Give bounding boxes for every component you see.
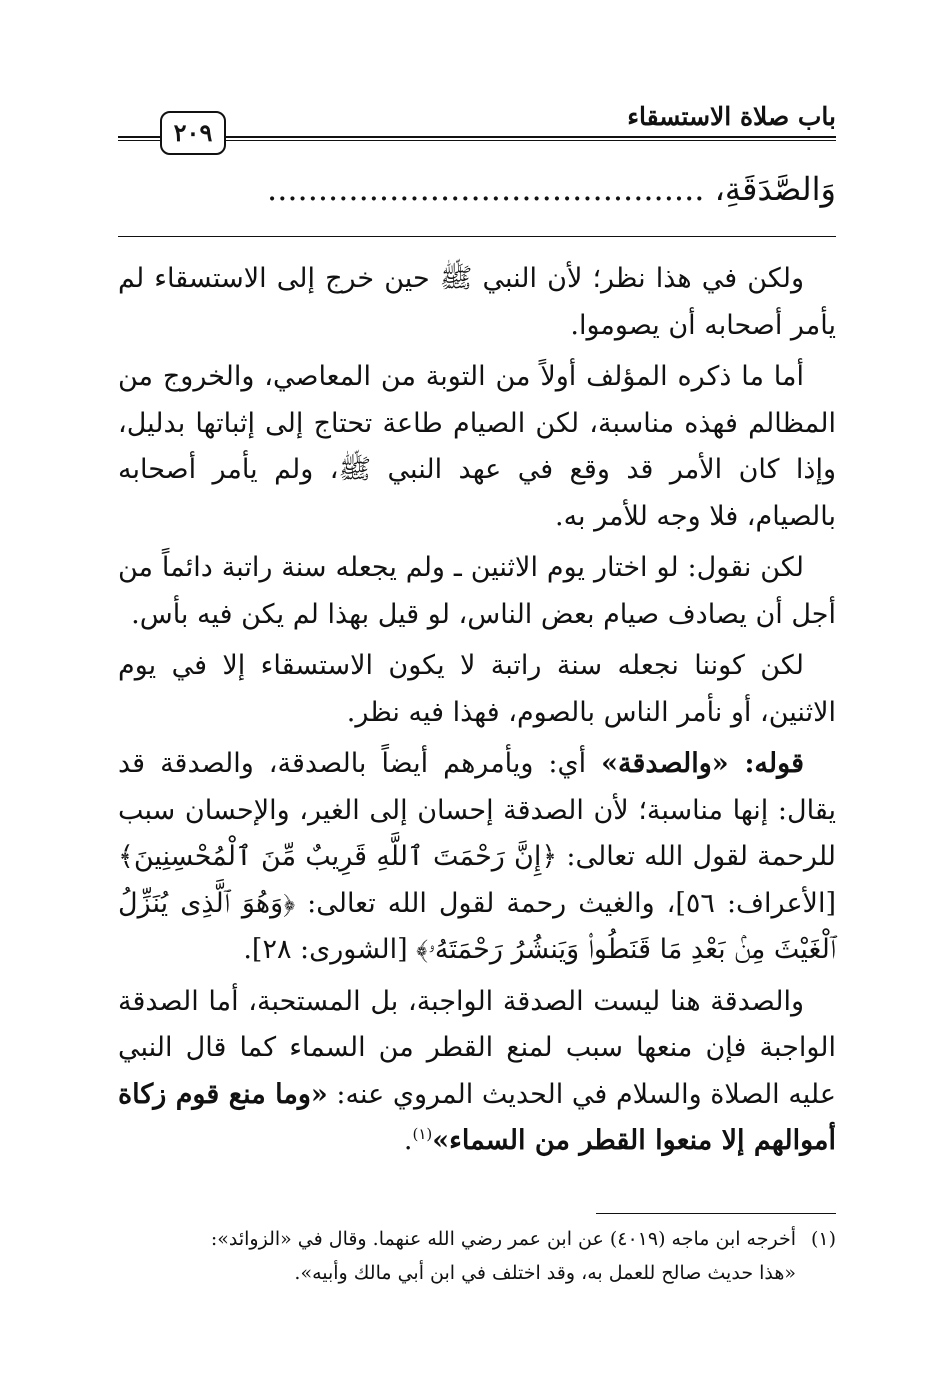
paragraph (118, 354, 836, 540)
commentary-body (118, 256, 836, 1170)
page-number: ٢٠٩ (160, 111, 226, 155)
footnote-marker: (١) (810, 1228, 836, 1250)
header-rule-left (118, 136, 160, 141)
footnote-text-1: أخرجه ابن ماجه (٤٠١٩) عن ابن عمر رضي الله عنهما. وقال في «الزوائد»: (210, 1228, 796, 1250)
text-segment: أي: ويأمرهم أيضاً بالصدقة، والصدقة قد يقال: إنها مناسبة؛ لأن الصدقة إحسان إلى الغير، والإحسان سبب للرحمة لقول الله تعالى: ﴿إِنَّ رَحْمَتَ ٱللَّهِ قَرِيبٌ مِّنَ ٱلْمُحْسِنِينَ﴾ [الأعراف: ٥٦]، والغيث رحمة لقول الله تعالى: ﴿وَهُوَ ٱلَّذِى يُنَزِّلُ ٱلْغَيْثَ مِنۢ بَعْدِ مَا قَنَطُوا۟ وَيَنشُرُ رَحْمَتَهُۥ﴾ [الشورى: ٢٨]. (118, 748, 836, 965)
text-segment: لكن كوننا نجعله سنة راتبة لا يكون الاستسقاء إلا في يوم الاثنين، أو نأمر الناس بالصوم، فهذا فيه نظر. (118, 650, 836, 728)
matn-line (116, 170, 836, 208)
bold-segment: قوله: «والصدقة» (601, 748, 804, 779)
sentence-end: . (403, 1125, 413, 1156)
text-segment: ولكن في هذا نظر؛ لأن النبي ﷺ حين خرج إلى الاستسقاء لم يأمر أصحابه أن يصوموا. (118, 263, 836, 341)
bold-segment: «وما منع قوم زكاة أموالهم إلا منعوا القطر من السماء» (118, 1078, 836, 1156)
footnote-reference[interactable]: (١) (412, 1125, 433, 1143)
paragraph (118, 741, 836, 974)
footnote-text-2: «هذا حديث صالح للعمل به، وقد اختلف في ابن أبي مالك وأبيه». (294, 1262, 796, 1284)
chapter-title: باب صلاة الاستسقاء (627, 102, 836, 131)
paragraph (118, 643, 836, 736)
text-segment: لكن نقول: لو اختار يوم الاثنين ـ ولم يجعله سنة راتبة دائماً من أجل أن يصادف صيام بعض الناس، لو قيل بهذا لم يكن فيه بأس. (118, 552, 836, 630)
text-segment: أما ما ذكره المؤلف أولاً من التوبة من المعاصي، والخروج من المظالم فهذه مناسبة، لكن الصيام طاعة تحتاج إلى إثباتها بدليل، وإذا كان الأمر قد وقع في عهد النبي ﷺ، ولم يأمر أصحابه بالصيام، فلا وجه للأمر به. (118, 361, 836, 532)
matn-divider (118, 236, 836, 237)
matn-text: وَالصَّدَقَةِ، (714, 170, 836, 208)
matn-dots: ........................................... (267, 170, 705, 208)
header-rule-right (226, 136, 836, 141)
footnote-line-2 (118, 1256, 836, 1290)
text-segment: والصدقة هنا ليست الصدقة الواجبة، بل المستحبة، أما الصدقة الواجبة فإن منعها سبب لمنع القطر من السماء كما قال النبي عليه الصلاة والسلام في الحديث المروي عنه: (118, 985, 836, 1110)
paragraph (118, 979, 836, 1165)
paragraph (118, 256, 836, 349)
footnote-line-1 (118, 1222, 836, 1256)
page-header (118, 100, 836, 158)
footnote (118, 1222, 836, 1290)
paragraph (118, 545, 836, 638)
footnote-divider (596, 1213, 836, 1214)
